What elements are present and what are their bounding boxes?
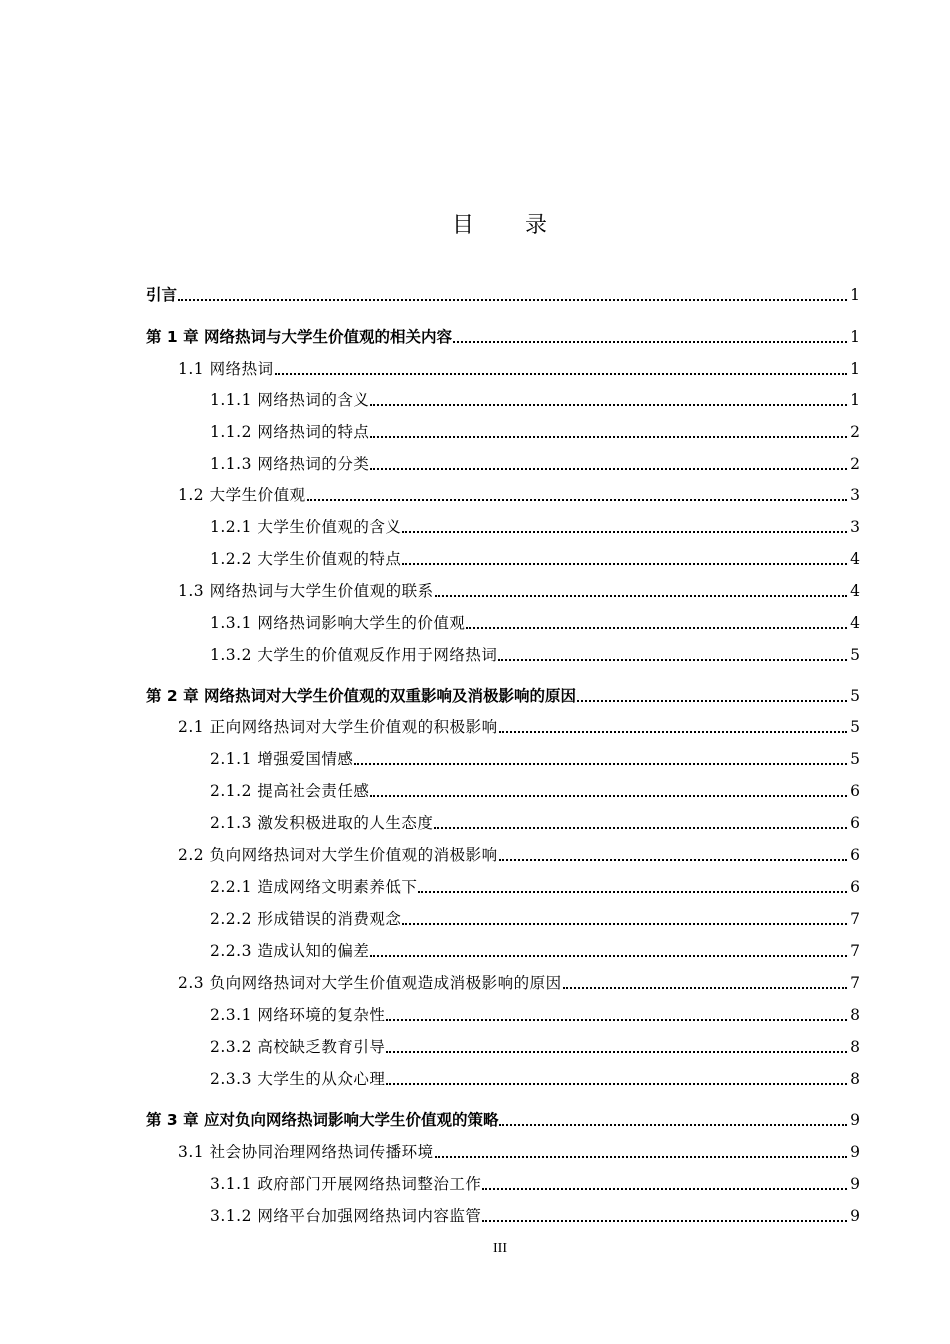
toc-entry-label: 2.1.3 激发积极进取的人生态度	[210, 814, 434, 832]
toc-entry-label: 1.2.1 大学生价值观的含义	[210, 518, 402, 536]
toc-entry[interactable]	[210, 609, 860, 633]
toc-leader-dots	[386, 1019, 847, 1021]
toc-entry-label: 第 2 章 网络热词对大学生价值观的双重影响及消极影响的原因	[146, 687, 576, 705]
toc-entry-page: 4	[850, 582, 860, 600]
toc-entry-label: 1.1.3 网络热词的分类	[210, 455, 370, 473]
toc-leader-dots	[402, 563, 847, 565]
toc-entry-label: 2.2.3 造成认知的偏差	[210, 942, 370, 960]
toc-leader-dots	[577, 700, 847, 702]
toc-entry-page: 8	[850, 1070, 860, 1088]
toc-leader-dots	[370, 468, 847, 470]
toc-entry[interactable]	[210, 905, 860, 929]
toc-entry-page: 4	[850, 614, 860, 632]
toc-entry-label: 2.3.3 大学生的从众心理	[210, 1070, 386, 1088]
toc-entry-label: 2.1.2 提高社会责任感	[210, 782, 370, 800]
toc-entry[interactable]	[178, 355, 860, 379]
toc-leader-dots	[402, 923, 847, 925]
toc-entry-page: 9	[850, 1207, 860, 1225]
toc-leader-dots	[453, 341, 847, 343]
toc-entry[interactable]	[210, 1033, 860, 1057]
toc-entry[interactable]	[210, 450, 860, 474]
toc-entry-label: 2.3 负向网络热词对大学生价值观造成消极影响的原因	[178, 974, 562, 992]
toc-leader-dots	[354, 763, 847, 765]
toc-entry-label: 2.1.1 增强爱国情感	[210, 750, 354, 768]
toc-entry-label: 3.1.2 网络平台加强网络热词内容监管	[210, 1207, 482, 1225]
toc-leader-dots	[466, 627, 847, 629]
toc-leader-dots	[178, 299, 847, 301]
toc-leader-dots	[386, 1083, 847, 1085]
toc-entry[interactable]	[146, 281, 860, 305]
toc-entry-page: 1	[850, 360, 860, 378]
toc-entry-page: 2	[850, 423, 860, 441]
toc-entry-label: 3.1 社会协同治理网络热词传播环境	[178, 1143, 434, 1161]
toc-entry-page: 1	[850, 286, 860, 304]
toc-entry-page: 5	[850, 687, 860, 705]
toc-entry[interactable]	[210, 418, 860, 442]
toc-entry-label: 1.3.2 大学生的价值观反作用于网络热词	[210, 646, 498, 664]
toc-entry-label: 3.1.1 政府部门开展网络热词整治工作	[210, 1175, 482, 1193]
toc-entry[interactable]	[178, 841, 860, 865]
toc-entry-page: 6	[850, 878, 860, 896]
toc-entry[interactable]	[210, 873, 860, 897]
toc-leader-dots	[435, 1156, 847, 1158]
toc-title	[0, 208, 950, 239]
toc-title-char-1: 目	[451, 213, 475, 238]
toc-leader-dots	[418, 891, 847, 893]
toc-entry[interactable]	[146, 323, 860, 347]
toc-entry[interactable]	[178, 713, 860, 737]
toc-entry-page: 4	[850, 550, 860, 568]
toc-leader-dots	[563, 987, 847, 989]
toc-leader-dots	[275, 373, 847, 375]
toc-entry[interactable]	[210, 513, 860, 537]
toc-leader-dots	[499, 731, 847, 733]
toc-entry-page: 6	[850, 846, 860, 864]
toc-entry-page: 5	[850, 750, 860, 768]
toc-leader-dots	[386, 1051, 847, 1053]
toc-leader-dots	[307, 499, 847, 501]
toc-entry-page: 9	[850, 1175, 860, 1193]
toc-entry-label: 1.3 网络热词与大学生价值观的联系	[178, 582, 434, 600]
toc-entry-page: 8	[850, 1038, 860, 1056]
toc-entry-label: 引言	[146, 286, 178, 304]
toc-entry-page: 1	[850, 391, 860, 409]
toc-leader-dots	[370, 795, 847, 797]
toc-leader-dots	[402, 531, 847, 533]
toc-entry[interactable]	[210, 1170, 860, 1194]
toc-entry[interactable]	[210, 641, 860, 665]
toc-entry-label: 1.1.2 网络热词的特点	[210, 423, 370, 441]
toc-leader-dots	[370, 404, 847, 406]
toc-entry-label: 1.2.2 大学生价值观的特点	[210, 550, 402, 568]
toc-leader-dots	[370, 436, 847, 438]
toc-entry[interactable]	[210, 777, 860, 801]
toc-leader-dots	[434, 827, 847, 829]
toc-entry-page: 3	[850, 486, 860, 504]
toc-entry-page: 7	[850, 974, 860, 992]
toc-entry[interactable]	[210, 545, 860, 569]
toc-leader-dots	[482, 1188, 847, 1190]
toc-leader-dots	[435, 595, 847, 597]
toc-entry-label: 2.2.1 造成网络文明素养低下	[210, 878, 418, 896]
toc-entry-page: 8	[850, 1006, 860, 1024]
toc-entry-label: 2.1 正向网络热词对大学生价值观的积极影响	[178, 718, 498, 736]
toc-entry-label: 2.2.2 形成错误的消费观念	[210, 910, 402, 928]
toc-leader-dots	[499, 1124, 847, 1126]
toc-entry[interactable]	[210, 809, 860, 833]
toc-title-char-2: 录	[525, 213, 549, 238]
toc-entry-label: 1.2 大学生价值观	[178, 486, 306, 504]
toc-entry[interactable]	[178, 969, 860, 993]
toc-entry-label: 1.1.1 网络热词的含义	[210, 391, 370, 409]
toc-entry-label: 第 1 章 网络热词与大学生价值观的相关内容	[146, 328, 452, 346]
toc-entry-page: 1	[850, 328, 860, 346]
toc-entry[interactable]	[146, 1106, 860, 1130]
toc-entry[interactable]	[210, 386, 860, 410]
toc-entry[interactable]	[178, 481, 860, 505]
toc-entry[interactable]	[210, 745, 860, 769]
toc-entry-page: 6	[850, 782, 860, 800]
toc-entry-page: 9	[850, 1111, 860, 1129]
toc-entry-label: 1.3.1 网络热词影响大学生的价值观	[210, 614, 466, 632]
footer-page-number: III	[493, 1241, 507, 1256]
toc-entry[interactable]	[210, 1065, 860, 1089]
toc-entry-page: 7	[850, 910, 860, 928]
toc-entry-label: 2.3.1 网络环境的复杂性	[210, 1006, 386, 1024]
toc-leader-dots	[482, 1220, 847, 1222]
toc-entry-page: 3	[850, 518, 860, 536]
toc-entry-label: 第 3 章 应对负向网络热词影响大学生价值观的策略	[146, 1111, 499, 1129]
toc-entry[interactable]	[146, 682, 860, 706]
toc-leader-dots	[499, 859, 847, 861]
toc-leader-dots	[498, 659, 847, 661]
toc-entry-page: 2	[850, 455, 860, 473]
toc-entry-page: 9	[850, 1143, 860, 1161]
toc-leader-dots	[370, 955, 847, 957]
toc-entry[interactable]	[210, 937, 860, 961]
toc-entry-label: 1.1 网络热词	[178, 360, 274, 378]
toc-entry-label: 2.3.2 高校缺乏教育引导	[210, 1038, 386, 1056]
toc-entry-label: 2.2 负向网络热词对大学生价值观的消极影响	[178, 846, 498, 864]
toc-entry[interactable]	[178, 1138, 860, 1162]
toc-entry-page: 7	[850, 942, 860, 960]
toc-entry[interactable]	[210, 1001, 860, 1025]
toc-entry-page: 5	[850, 646, 860, 664]
toc-entry[interactable]	[210, 1202, 860, 1226]
toc-entry[interactable]	[178, 577, 860, 601]
toc-entry-page: 5	[850, 718, 860, 736]
toc-entry-page: 6	[850, 814, 860, 832]
